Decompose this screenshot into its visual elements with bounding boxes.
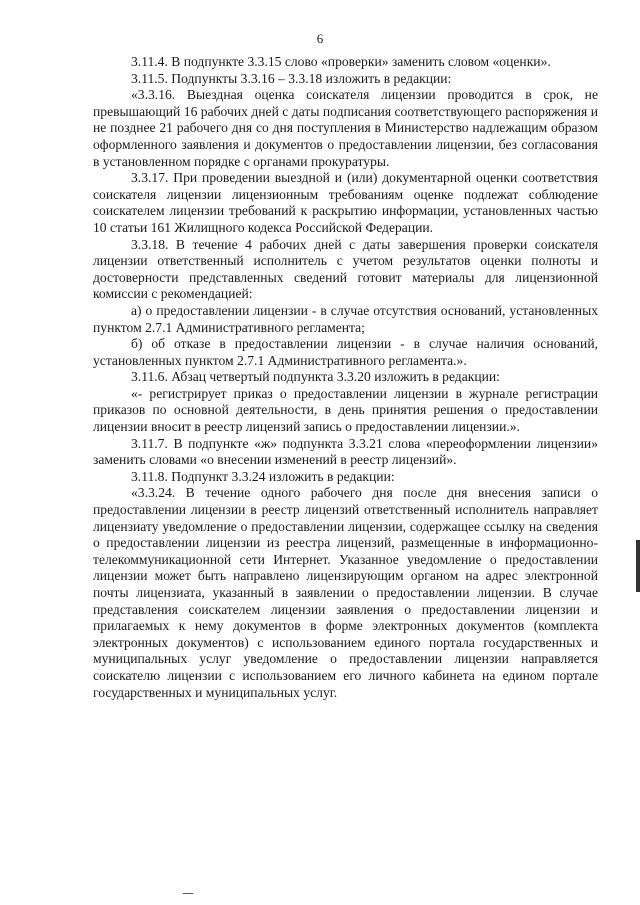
paragraph-3-3-16: «3.3.16. Выездная оценка соискателя лицензии проводится в срок, не превышающий 16 рабочих дней с даты подписания соответствующего распоряжения и не позднее 21 рабочего дня со дня поступления в Министерство надлежащим образом оформленного заявления и документов о предоставлении лицензии, без согласования в установленном порядке с органами прокуратуры. [93, 87, 598, 169]
paragraph-3-11-7: 3.11.7. В подпункте «ж» подпункта 3.3.21 слова «переоформлении лицензии» заменить словами «о внесении изменений в реестр лицензий». [93, 435, 598, 468]
paragraph-3-11-5: 3.11.5. Подпункты 3.3.16 – 3.3.18 изложить в редакции: [131, 70, 452, 86]
paragraph-3-3-17: 3.3.17. При проведении выездной и (или) документарной оценки соответствия соискателя лицензии лицензионным требованиям оценке подлежат соблюдение соискателем лицензии требований к раскрытию информации, установленных частью 10 статьи 161 Жилищного кодекса Российской Федерации. [93, 170, 598, 235]
paragraph-3-3-24: «3.3.24. В течение одного рабочего дня после дня внесения записи о предоставлении лицензии в реестр лицензий ответственный исполнитель направляет лицензиату уведомление о предоставлении лицензии, содержащее ссылку на сведения о предоставлении лицензии из реестра лицензий, размещенные в информационно-телекоммуникационной сети Интернет. Указанное уведомление о предоставлении лицензии может быть направлено лицензирующим органом на адрес электронной почты лицензиата, указанный в заявлении о предоставлении лицензии. В случае представления соискателем лицензии заявления о предоставлении лицензии и прилагаемых к нему документов в форме электронных документов (комплекта электронных документов) с использованием единого портала государственных и муниципальных услуг уведомление о предоставлении лицензии направляется соискателю лицензии с использованием его личного кабинета на едином портале государственных и муниципальных услуг. [93, 485, 598, 700]
page-number: 6 [316, 31, 324, 46]
scan-edge-mark [636, 540, 640, 592]
paragraph-3-11-4: 3.11.4. В подпункте 3.3.15 слово «проверки» заменить словом «оценки». [131, 54, 551, 69]
scan-bottom-mark [183, 893, 193, 894]
paragraph-item-a: а) о предоставлении лицензии - в случае отсутствия оснований, установленных пунктом 2.7.1 Административного регламента; [93, 302, 598, 335]
paragraph-item-b: б) об отказе в предоставлении лицензии - в случае наличия оснований, установленных пунктом 2.7.1 Административного регламента.». [93, 336, 598, 368]
paragraph-3-11-8: 3.11.8. Подпункт 3.3.24 изложить в редакции: [131, 468, 395, 484]
paragraph-3-3-18: 3.3.18. В течение 4 рабочих дней с даты завершения проверки соискателя лицензии ответственный исполнитель с учетом результатов оценки полноты и достоверности представленных сведений готовит материалы для лицензионной комиссии с рекомендацией: [93, 236, 598, 302]
document-body [93, 54, 598, 701]
paragraph-3-11-6: 3.11.6. Абзац четвертый подпункта 3.3.20 изложить в редакции: [131, 369, 500, 385]
paragraph-registers-order: «- регистрирует приказ о предоставлении лицензии в журнале регистрации приказов по основной деятельности, в день принятия решения о предоставлении лицензии вносит в реестр лицензий запись о предоставлении лицензии.». [93, 385, 598, 435]
